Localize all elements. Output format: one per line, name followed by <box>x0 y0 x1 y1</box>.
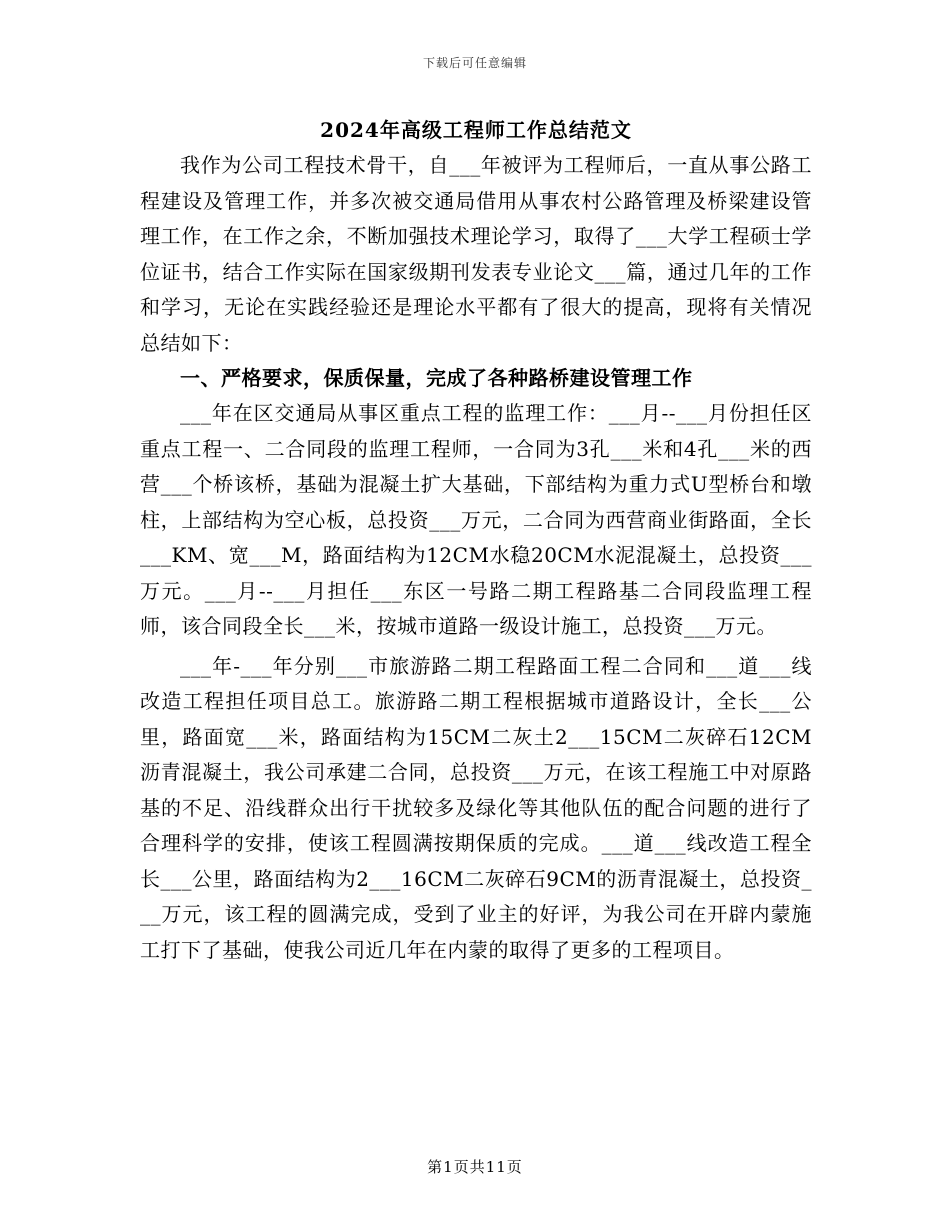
section1-paragraph-2: ___年-___年分别___市旅游路二期工程路面工程二合同和___道___线改造工程担任项目总工。旅游路二期工程根据城市道路设计，全长___公里，路面宽___米，路面结构为15CM二灰土2___15CM二灰碎石12CM沥青混凝土，我公司承建二合同，总投资___万元，在该工程施工中对原路基的不足、沿线群众出行干扰较多及绿化等其他队伍的配合问题的进行了合理科学的安排，使该工程圆满按期保质的完成。___道___线改造工程全长___公里，路面结构为2___16CM二灰碎石9CM的沥青混凝土，总投资___万元，该工程的圆满完成，受到了业主的好评，为我公司在开辟内蒙施工打下了基础，使我公司近几年在内蒙的取得了更多的工程项目。 <box>140 653 812 962</box>
header-note: 下载后可任意编辑 <box>422 56 527 70</box>
page-number-footer: 第1页共11页 <box>427 1158 523 1176</box>
intro-paragraph: 我作为公司工程技术骨干，自___年被评为工程师后，一直从事公路工程建设及管理工作，并多次被交通局借用从事农村公路管理及桥梁建设管理工作，在工作之余，不断加强技术理论学习，取得了___大学工程硕士学位证书，结合工作实际在国家级期刊发表专业论文___篇，通过几年的工作和学习，无论在实践经验还是理论水平都有了很大的提高，现将有关情况总结如下： <box>140 153 812 355</box>
section-heading-1: 一、严格要求，保质保量，完成了各种路桥建设管理工作 <box>180 366 693 390</box>
document-body <box>140 116 812 968</box>
document-title: 2024年高级工程师工作总结范文 <box>320 118 632 142</box>
section1-paragraph-1: ___年在区交通局从事区重点工程的监理工作：___月--___月份担任区重点工程一、二合同段的监理工程师，一合同为3孔___米和4孔___米的西营___个桥该桥，基础为混凝土扩大基础，下部结构为重力式U型桥台和墩柱，上部结构为空心板，总投资___万元，二合同为西营商业街路面，全长___KM、宽___M，路面结构为12CM水稳20CM水泥混凝土，总投资___万元。___月--___月担任___东区一号路二期工程路基二合同段监理工程师，该合同段全长___米，按城市道路一级设计施工，总投资___万元。 <box>140 401 812 638</box>
